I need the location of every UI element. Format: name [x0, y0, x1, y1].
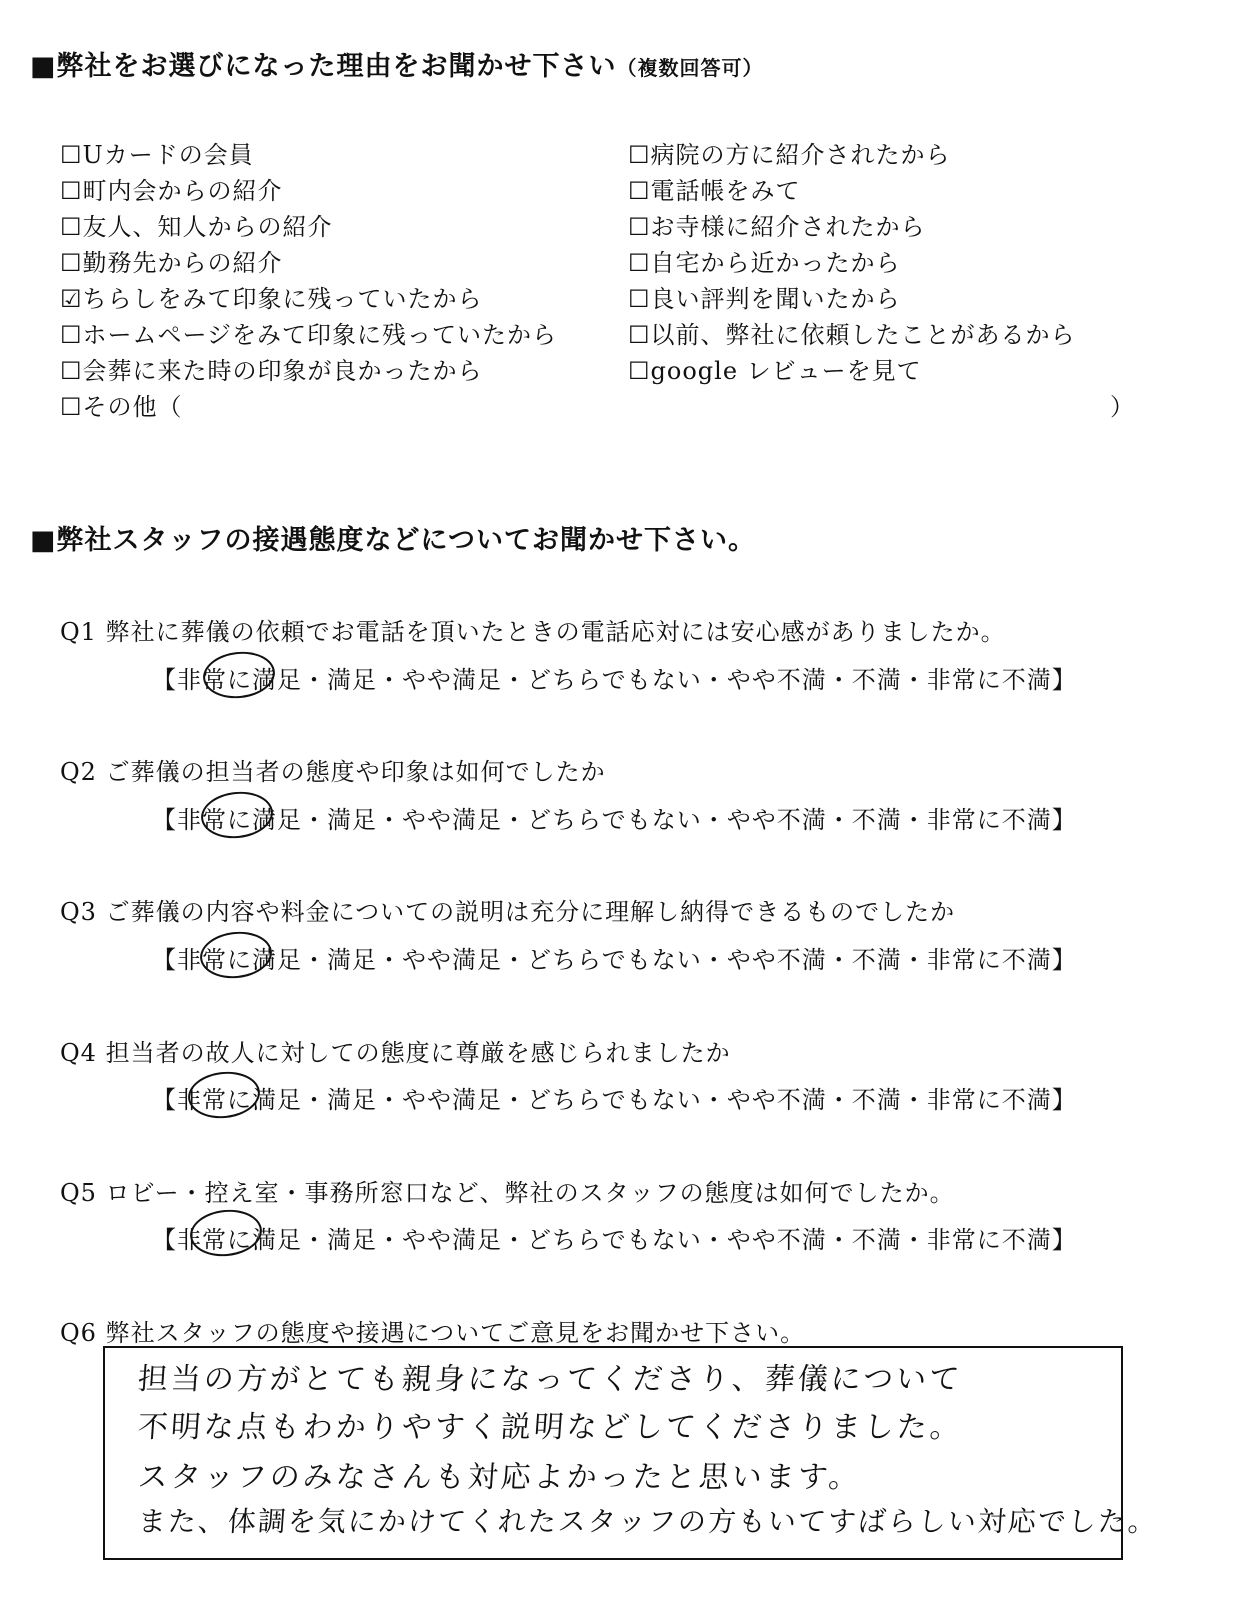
checkbox-icon[interactable]: ☐: [60, 141, 83, 169]
option-hospital[interactable]: [628, 135, 951, 170]
option-flyer[interactable]: [60, 279, 483, 314]
checkbox-icon[interactable]: ☐: [628, 321, 651, 349]
option-homepage[interactable]: [60, 315, 557, 350]
handwritten-answer-line-4: また、体調を気にかけてくれたスタッフの方もいてすばらしい対応でした。: [136, 1505, 1160, 1538]
option-label: 良い評判を聞いたから: [650, 285, 901, 313]
option-other[interactable]: [60, 387, 183, 422]
section1-note: （複数回答可）: [616, 56, 764, 80]
checkbox-icon[interactable]: ☐: [628, 357, 651, 385]
checkbox-icon[interactable]: ☐: [60, 357, 83, 385]
option-label: 勤務先からの紹介: [82, 249, 283, 277]
option-label: ホームページをみて印象に残っていたから: [82, 321, 558, 349]
option-label: 自宅から近かったから: [650, 249, 901, 277]
option-reputation[interactable]: [628, 279, 901, 314]
section2-heading: ■弊社スタッフの接遇態度などについてお聞かせ下さい。: [30, 525, 756, 556]
handwritten-answer-line-1: 担当の方がとても親身になってくださり、葬儀について: [136, 1362, 964, 1397]
checkbox-icon[interactable]: ☐: [60, 321, 83, 349]
checkbox-icon[interactable]: ☐: [628, 249, 651, 277]
option-label: その他（: [82, 393, 183, 421]
handwritten-answer-line-3: スタッフのみなさんも対応よかったと思います。: [136, 1460, 863, 1495]
checkbox-icon[interactable]: ☐: [60, 249, 83, 277]
option-google-review[interactable]: [628, 351, 922, 386]
option-temple[interactable]: [628, 207, 926, 242]
option-label: 電話帳をみて: [650, 177, 801, 205]
option-label: ちらしをみて印象に残っていたから: [82, 285, 483, 313]
option-label: 会葬に来た時の印象が良かったから: [82, 357, 483, 385]
option-phonebook[interactable]: [628, 171, 801, 206]
checkbox-icon[interactable]: ☐: [60, 213, 83, 241]
rating-scale-q1[interactable]: 【非常に満足・満足・やや満足・どちらでもない・やや不満・不満・非常に不満】: [152, 666, 1077, 694]
section1-heading: [30, 44, 764, 83]
checkbox-icon[interactable]: ☐: [628, 285, 651, 313]
option-label: 病院の方に紹介されたから: [650, 141, 951, 169]
question-q3: Q3 ご葬儀の内容や料金についての説明は充分に理解し納得できるものでしたか: [60, 898, 956, 926]
rating-scale-q2[interactable]: 【非常に満足・満足・やや満足・どちらでもない・やや不満・不満・非常に不満】: [152, 806, 1077, 834]
option-previous-client[interactable]: [628, 315, 1076, 350]
option-label: Uカードの会員: [82, 141, 254, 169]
option-neighborhood[interactable]: [60, 171, 283, 206]
option-label: 友人、知人からの紹介: [82, 213, 333, 241]
handwritten-answer-line-2: 不明な点もわかりやすく説明などしてくださりました。: [136, 1410, 964, 1445]
question-q6: Q6 弊社スタッフの態度や接遇についてご意見をお聞かせ下さい。: [60, 1319, 806, 1347]
rating-scale-q4[interactable]: 【非常に満足・満足・やや満足・どちらでもない・やや不満・不満・非常に不満】: [152, 1086, 1077, 1114]
checked-checkbox-icon[interactable]: ☑: [60, 285, 83, 313]
option-label: 町内会からの紹介: [82, 177, 283, 205]
question-q1: Q1 弊社に葬儀の依頼でお電話を頂いたときの電話応対には安心感がありましたか。: [60, 618, 1006, 646]
question-q5: Q5 ロビー・控え室・事務所窓口など、弊社のスタッフの態度は如何でしたか。: [60, 1179, 955, 1207]
option-ucard[interactable]: [60, 135, 254, 170]
checkbox-icon[interactable]: ☐: [628, 141, 651, 169]
option-other-close: ）: [1110, 393, 1135, 421]
section1-title: ■弊社をお選びになった理由をお聞かせ下さい: [30, 51, 617, 82]
option-friend[interactable]: [60, 207, 333, 242]
option-workplace[interactable]: [60, 243, 283, 278]
option-label: お寺様に紹介されたから: [650, 213, 926, 241]
checkbox-icon[interactable]: ☐: [60, 177, 83, 205]
question-q2: Q2 ご葬儀の担当者の態度や印象は如何でしたか: [60, 758, 606, 786]
checkbox-icon[interactable]: ☐: [60, 393, 83, 421]
question-q4: Q4 担当者の故人に対しての態度に尊厳を感じられましたか: [60, 1039, 731, 1067]
rating-scale-q5[interactable]: 【非常に満足・満足・やや満足・どちらでもない・やや不満・不満・非常に不満】: [152, 1226, 1077, 1254]
checkbox-icon[interactable]: ☐: [628, 213, 651, 241]
option-label: 以前、弊社に依頼したことがあるから: [650, 321, 1076, 349]
checkbox-icon[interactable]: ☐: [628, 177, 651, 205]
option-near-home[interactable]: [628, 243, 901, 278]
rating-scale-q3[interactable]: 【非常に満足・満足・やや満足・どちらでもない・やや不満・不満・非常に不満】: [152, 946, 1077, 974]
option-label: google レビューを見て: [650, 357, 922, 385]
option-attended-funeral[interactable]: [60, 351, 483, 386]
